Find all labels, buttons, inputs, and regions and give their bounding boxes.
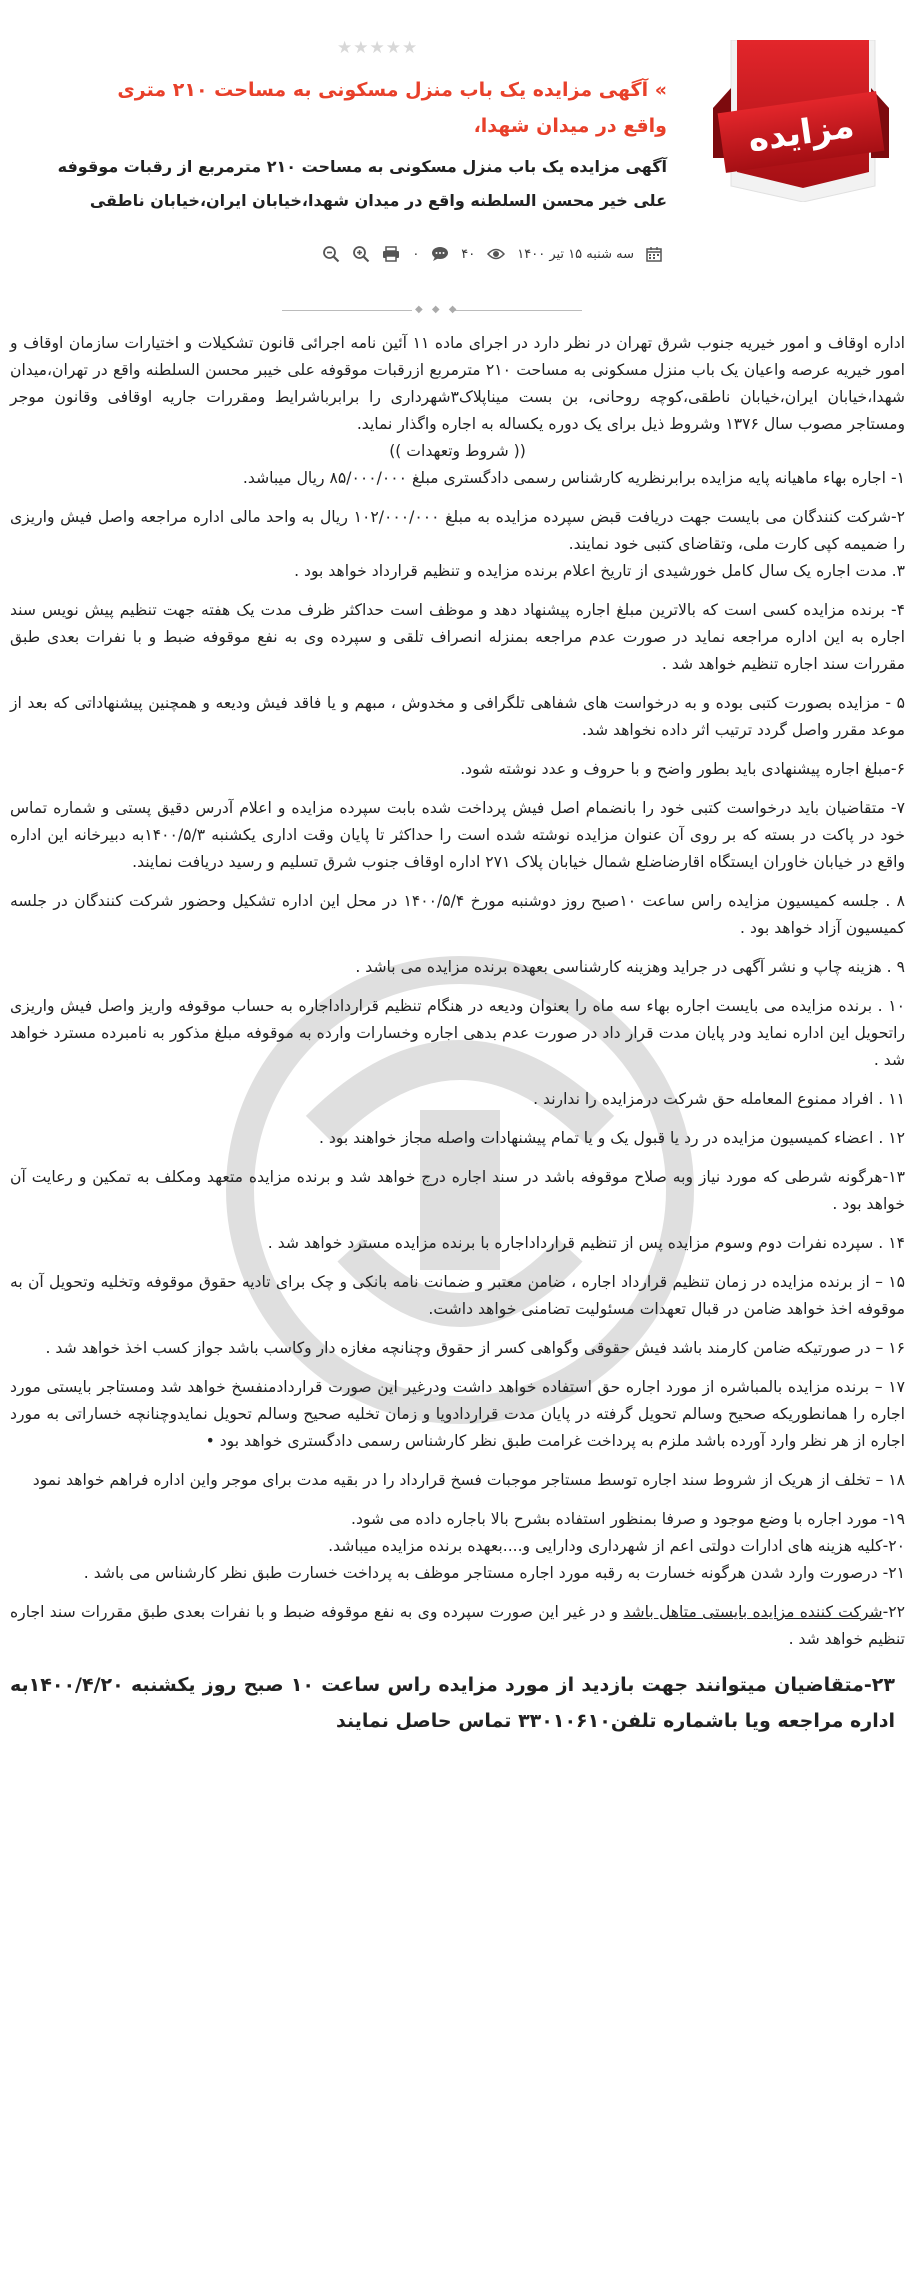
clause-3: ۳. مدت اجاره یک سال کامل خورشیدی از تاریخ اعلام برنده مزایده و تنظیم قرارداد خواهد بود . bbox=[294, 562, 905, 580]
clause-23-visit-info: ۲۳-متقاضیان میتوانند جهت بازدید از مورد مزایده راس ساعت ۱۰ صبح روز یکشنبه ۱۴۰۰/۴/۲۰به اداره مراجعه ویا باشماره تلفن۳۳۰۱۰۶۱۰ تماس حاصل نمایند bbox=[10, 1674, 895, 1732]
clause-11: ۱۱ . افراد ممنوع المعامله حق شرکت درمزایده را ندارند . bbox=[533, 1090, 905, 1108]
zoom-out-icon[interactable] bbox=[322, 245, 340, 263]
clause-16: ۱۶ – در صورتیکه ضامن کارمند باشد فیش حقوقی وگواهی کسر از حقوق وچنانچه مغازه دار وکاسب باشد جواز کسب اخذ خواهد شد . bbox=[45, 1339, 905, 1357]
clause-22 bbox=[10, 1599, 905, 1653]
auction-badge bbox=[713, 40, 889, 202]
article-meta-toolbar bbox=[322, 242, 662, 266]
clause-14: ۱۴ . سپرده نفرات دوم وسوم مزایده پس از تنظیم قرارداداجاره با برنده مزایده مسترد خواهد شد . bbox=[267, 1234, 905, 1252]
article-title[interactable]: » آگهی مزایده یک باب منزل مسکونی به مساحت ۲۱۰ متری واقع در میدان شهدا، bbox=[117, 79, 667, 137]
publish-date: سه شنبه ۱۵ تیر ۱۴۰۰ bbox=[517, 246, 634, 262]
print-icon[interactable] bbox=[382, 246, 400, 262]
article-header bbox=[0, 0, 917, 315]
article-summary: آگهی مزایده یک باب منزل مسکونی به مساحت ۲۱۰ مترمربع از رقبات موقوفه علی خیر محسن السلطنه واقع در میدان شهدا،خیابان ایران،خیابان ناطقی bbox=[57, 157, 667, 210]
comment-icon[interactable] bbox=[431, 246, 449, 262]
clause-5: ۵ - مزایده بصورت کتبی بوده و به درخواست های شفاهی تلگرافی و مخدوش ، مبهم و یا فاقد فیش ودیعه و همچنین پیشنهاداتی که بعد از موعد مقرر واصل گردد ترتیب اثر داده نخواهد شد. bbox=[10, 694, 905, 739]
eye-icon bbox=[487, 247, 505, 261]
intro-paragraph: اداره اوقاف و امور خیریه جنوب شرق تهران در نظر دارد در اجرای ماده ۱۱ آئین نامه اجرائی قانون تشکیلات و اختیارات سازمان اوقاف و امور خیریه عرصه واعیان یک باب منزل مسکونی به مساحت ۲۱۰ مترمربع ازرقبات موقوفه علی خیبر محسن السلطنه واقع در تهران،میدان شهدا،خیابان ایران،خیابان ناطقی،کوچه روحانی، بن بست میناپلاک۳شهرداری را برابرباشرایط ومقررات جاریه اوقافی وقانون موجر ومستاجر مصوب سال ۱۳۷۶ وشروط ذیل برای یک دوره یکساله به اجاره واگذار نماید. bbox=[10, 334, 905, 433]
clause-17: ۱۷ – برنده مزایده بالمباشره از مورد اجاره حق استفاده خواهد داشت ودرغیر این صورت قراردادمنفسخ خواهد شد ومستاجر بایستی مورد اجاره را همانطوریکه صحیح وسالم تحویل گرفته در پایان مدت قراردادویا و زمان تخلیه صحیح وسالم تحویل نمایدوچنانچه خساراتی به مورد اجاره از هر نظر وارد آورده باشد ملزم به پرداخت غرامت طبق نظر کارشناس رسمی دادگستری خواهد بود • bbox=[10, 1378, 905, 1450]
clause-6: ۶-مبلغ اجاره پیشنهادی باید بطور واضح و با حروف و عدد نوشته شود. bbox=[460, 760, 905, 778]
clause-20: ۲۰-کلیه هزینه های ادارات دولتی اعم از شهرداری ودارایی و....بعهده برنده مزایده میباشد. bbox=[328, 1537, 905, 1555]
rating-stars[interactable]: ★★★★★ bbox=[337, 38, 419, 58]
clause-13: ۱۳-هرگونه شرطی که مورد نیاز وبه صلاح موقوفه باشد در سند اجاره درج خواهد شد و برنده مزایده متعهد ومکلف به تمکین و رعایت آن خواهد بود . bbox=[10, 1168, 905, 1213]
clause-1: ۱- اجاره بهاء ماهیانه پایه مزایده برابرنظریه کارشناس رسمی دادگستری مبلغ ۸۵/۰۰۰/۰۰۰ ریال میباشد. bbox=[242, 469, 905, 487]
clause-8: ۸ . جلسه کمیسیون مزایده راس ساعت ۱۰صبح روز دوشنبه مورخ ۱۴۰۰/۵/۴ در محل این اداره تشکیل وحضور شرکت کنندگان در جلسه کمیسیون آزاد خواهد بود . bbox=[10, 892, 906, 937]
section-divider: ◆ ◆ ◆ bbox=[282, 306, 582, 316]
clause-22-rest: و در غیر این صورت سپرده وی به نفع موقوفه ضبط و با نفرات بعدی طبق مقررات سند اجاره تنظیم خواهد شد . bbox=[10, 1603, 905, 1648]
clause-2: ۲-شرکت کنندگان می بایست جهت دریافت قبض سپرده مزایده به مبلغ ۱۰۲/۰۰۰/۰۰۰ ریال به واحد مالی اداره مراجعه واصل فیش واریزی را ضمیمه کپی کارت ملی، وتقاضای کتبی خود نمایند. bbox=[10, 508, 906, 553]
conditions-heading: (( شروط وتعهدات )) bbox=[389, 442, 526, 460]
clause-21: ۲۱- درصورت وارد شدن هرگونه خسارت به رقبه مورد اجاره مستاجر موظف به پرداخت خسارت طبق نظر کارشناس می باشد . bbox=[83, 1564, 905, 1582]
zoom-in-icon[interactable] bbox=[352, 245, 370, 263]
badge-label: مزایده bbox=[745, 105, 857, 161]
calendar-icon bbox=[646, 246, 662, 262]
clause-19: ۱۹- مورد اجاره با وضع موجود و صرفا بمنظور استفاده بشرح بالا باجاره داده می شود. bbox=[351, 1510, 905, 1528]
article-body bbox=[10, 330, 905, 1739]
clause-7: ۷- متقاضیان باید درخواست کتبی خود را بانضمام اصل فیش پرداخت شده بابت سپرده مزایده و اعلام آدرس دقیق پستی و شماره تماس خود در پاکت در بسته که بر روی آن عنوان مزایده نوشته شده است را حداکثر تا پایان وقت اداری یکشنبه ۱۴۰۰/۵/۳به دبیرخانه این اداره واقع در خیابان خاوران ایستگاه اقارضاضلع شمال خیابان پلاک ۲۷۱ اداره اوقاف جنوب شرق تسلیم و رسید دریافت نمایند. bbox=[10, 799, 906, 871]
clause-9: ۹ . هزینه چاپ و نشر آگهی در جراید وهزینه کارشناسی بعهده برنده مزایده می باشد . bbox=[355, 958, 905, 976]
clause-12: ۱۲ . اعضاء کمیسیون مزایده در رد یا قبول یک و یا تمام پیشنهادات واصله مجاز خواهند بود . bbox=[318, 1129, 905, 1147]
clause-22-condition: شرکت کننده مزایده بایستی متاهل باشد bbox=[623, 1603, 883, 1621]
view-count: ۴۰ bbox=[461, 246, 476, 262]
clause-15: ۱۵ – از برنده مزایده در زمان تنظیم قرارداد اجاره ، ضامن معتبر و ضمانت نامه بانکی و چک برای تادیه حقوق موقوفه وتخلیه وتحویل آن به موقوفه اخذ خواهد ضامن در قبال تعهدات مسئولیت تضامنی خواهد داشت. bbox=[10, 1273, 905, 1318]
clause-4: ۴- برنده مزایده کسی است که بالاترین مبلغ اجاره پیشنهاد دهد و موظف است حداکثر ظرف مدت یک هفته جهت تنظیم پیش نویس سند اجاره به این اداره مراجعه نماید در صورت عدم مراجعه بمنزله انصراف تلقی و سپرده وی به نفع موقوفه ضبط و با نفرات بعدی طبق مقررات سند اجاره تنظیم خواهد شد . bbox=[10, 601, 905, 673]
clause-10: ۱۰ . برنده مزایده می بایست اجاره بهاء سه ماه را بعنوان ودیعه در هنگام تنظیم قرارداداجاره به حساب موقوفه واریز واصل فیش واریزی راتحویل این اداره نماید ودر پایان مدت قرار داد در صورت عدم بدهی اجاره وخسارات وارده به موقوفه مبلغ مذکور به نامبرده مسترد خواهد شد . bbox=[10, 997, 905, 1069]
clause-22-number: ۲۲- bbox=[882, 1603, 905, 1621]
clause-18: ۱۸ – تخلف از هریک از شروط سند اجاره توسط مستاجر موجبات فسخ قرارداد را در بقیه مدت برای موجر واین اداره فراهم خواهد نمود bbox=[32, 1471, 905, 1489]
comment-count: ۰ bbox=[412, 246, 420, 262]
